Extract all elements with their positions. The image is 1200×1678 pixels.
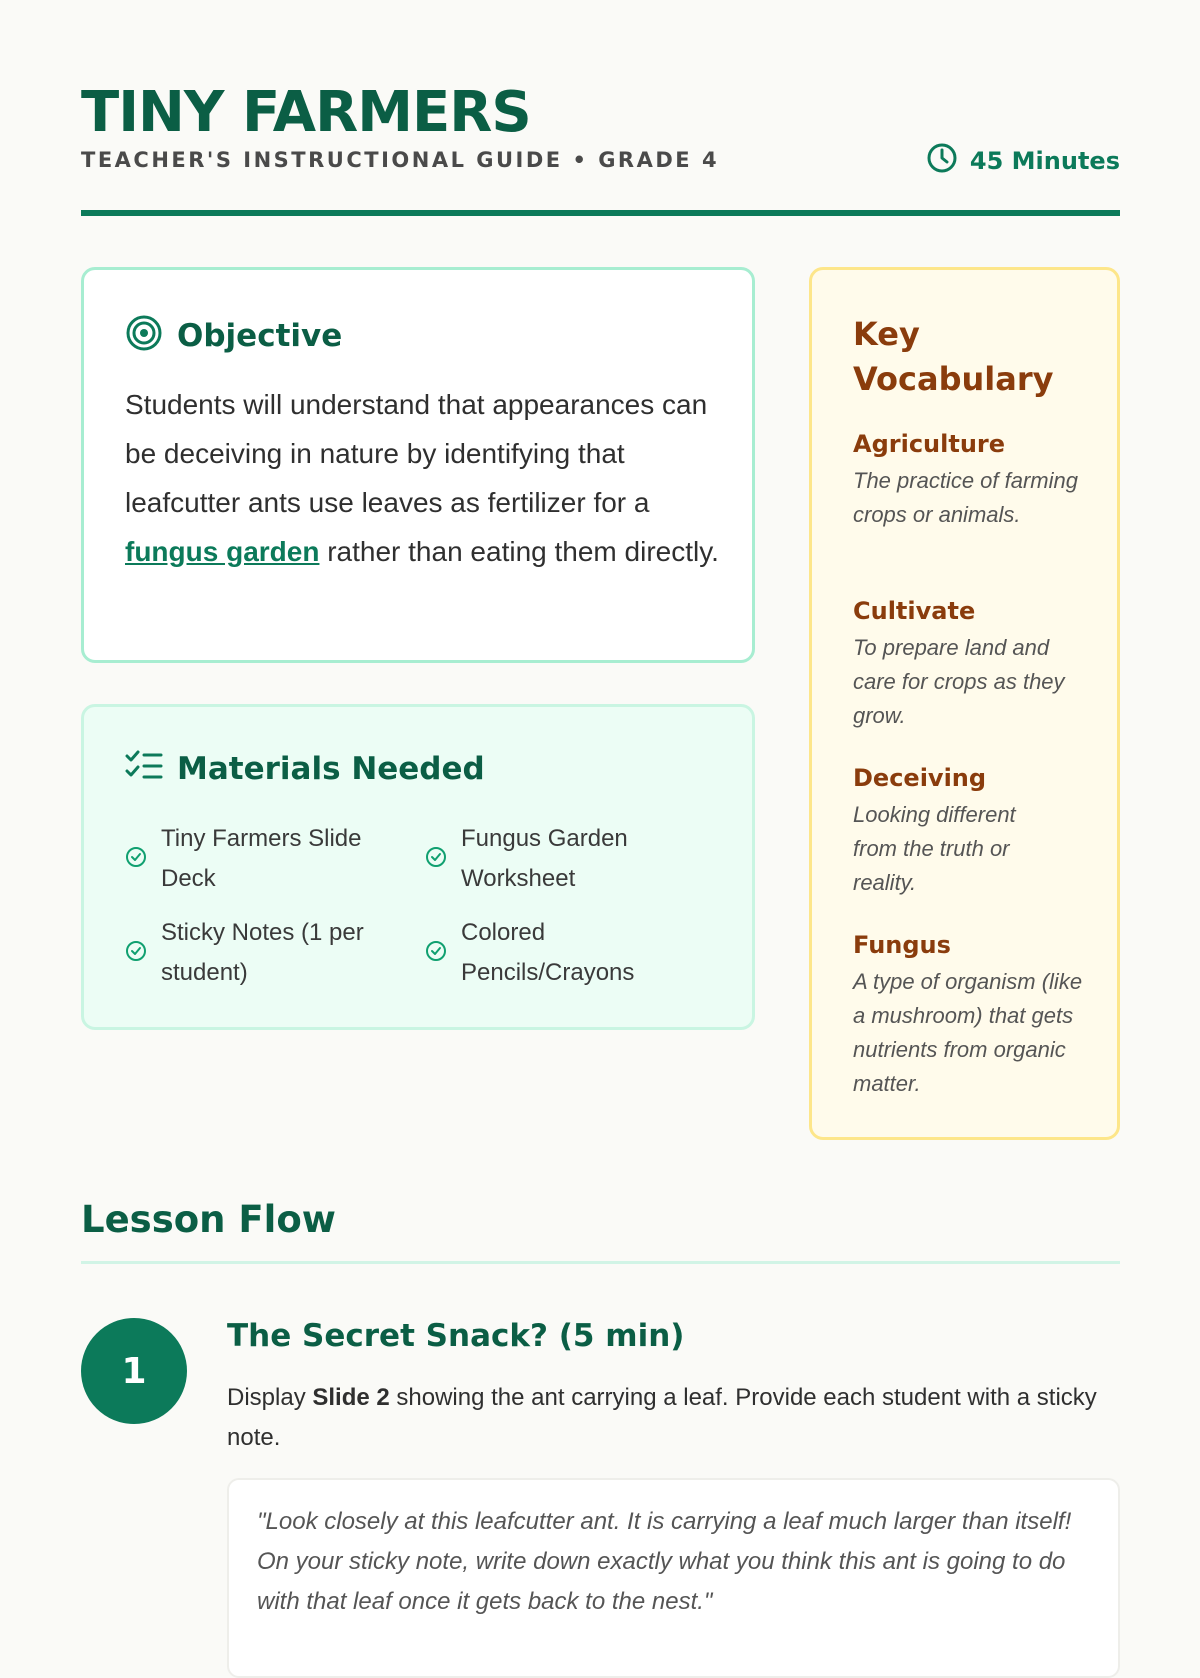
- objective-title: Objective: [177, 317, 343, 354]
- checklist-icon: [125, 749, 163, 788]
- duration-text: 45 Minutes: [969, 146, 1120, 175]
- material-text: Tiny Farmers Slide Deck: [161, 825, 362, 892]
- material-item: [125, 819, 385, 899]
- vocab-term: Cultivate: [853, 597, 976, 625]
- material-item: [425, 913, 685, 993]
- check-circle-icon: [125, 846, 147, 873]
- material-text: Colored Pencils/Crayons: [461, 919, 635, 986]
- objective-card: [81, 267, 755, 663]
- material-item: [125, 913, 385, 993]
- material-text: Fungus Garden Worksheet: [461, 825, 628, 892]
- objective-header: [125, 314, 342, 357]
- vocab-term: Deceiving: [853, 764, 987, 792]
- page-subtitle: TEACHER'S INSTRUCTIONAL GUIDE • GRADE 4: [81, 148, 720, 172]
- objective-text-end: rather than eating them directly.: [319, 536, 719, 567]
- objective-text: [125, 380, 725, 576]
- page-title: TINY FARMERS: [81, 80, 531, 145]
- target-icon: [125, 314, 163, 357]
- vocab-definition: A type of organism (like a mushroom) that gets nutrients from organic matter.: [853, 969, 1083, 1096]
- slide-reference: Slide 2: [312, 1384, 390, 1411]
- lesson-flow-title: Lesson Flow: [81, 1198, 336, 1241]
- step-text-start: Display: [227, 1384, 313, 1411]
- objective-text-start: Students will understand that appearances can be deceiving in nature by identifying that leafcutter ants use leaves as fertilizer for a: [125, 389, 708, 518]
- check-circle-icon: [125, 940, 147, 967]
- lesson-guide-page: [81, 0, 1120, 1615]
- fungus-garden-link[interactable]: fungus garden: [125, 536, 320, 567]
- vocabulary-title: Key Vocabulary: [853, 315, 1054, 398]
- step-instructions: [227, 1378, 1120, 1458]
- vocab-term: Fungus: [853, 931, 951, 959]
- materials-header: [125, 749, 485, 788]
- teacher-script-box: [227, 1478, 1120, 1678]
- material-item: [425, 819, 685, 899]
- vocab-definition: Looking different from the truth or reality.: [853, 802, 1016, 895]
- vocabulary-card: [809, 267, 1120, 1140]
- materials-card: [81, 704, 755, 1030]
- duration-badge: [926, 142, 1120, 179]
- teacher-script-text: "Look closely at this leafcutter ant. It is carrying a leaf much larger than itself! On your sticky note, write down exactly what you think this ant is going to do with that leaf once it gets back to the nest.": [257, 1508, 1072, 1615]
- header: [81, 0, 1120, 216]
- section-divider: [81, 1261, 1120, 1264]
- vocab-definition: To prepare land and care for crops as they grow.: [853, 635, 1065, 728]
- materials-title: Materials Needed: [177, 750, 485, 787]
- material-text: Sticky Notes (1 per student): [161, 919, 364, 986]
- clock-icon: [926, 142, 958, 179]
- check-circle-icon: [425, 846, 447, 873]
- step-number-badge: 1: [81, 1318, 187, 1424]
- vocab-term: Agriculture: [853, 430, 1006, 458]
- check-circle-icon: [425, 940, 447, 967]
- step-text-end: showing the ant carrying a leaf. Provide each student with a sticky note.: [227, 1384, 1097, 1451]
- step-title: The Secret Snack? (5 min): [227, 1318, 685, 1354]
- vocab-definition: The practice of farming crops or animals.: [853, 468, 1078, 527]
